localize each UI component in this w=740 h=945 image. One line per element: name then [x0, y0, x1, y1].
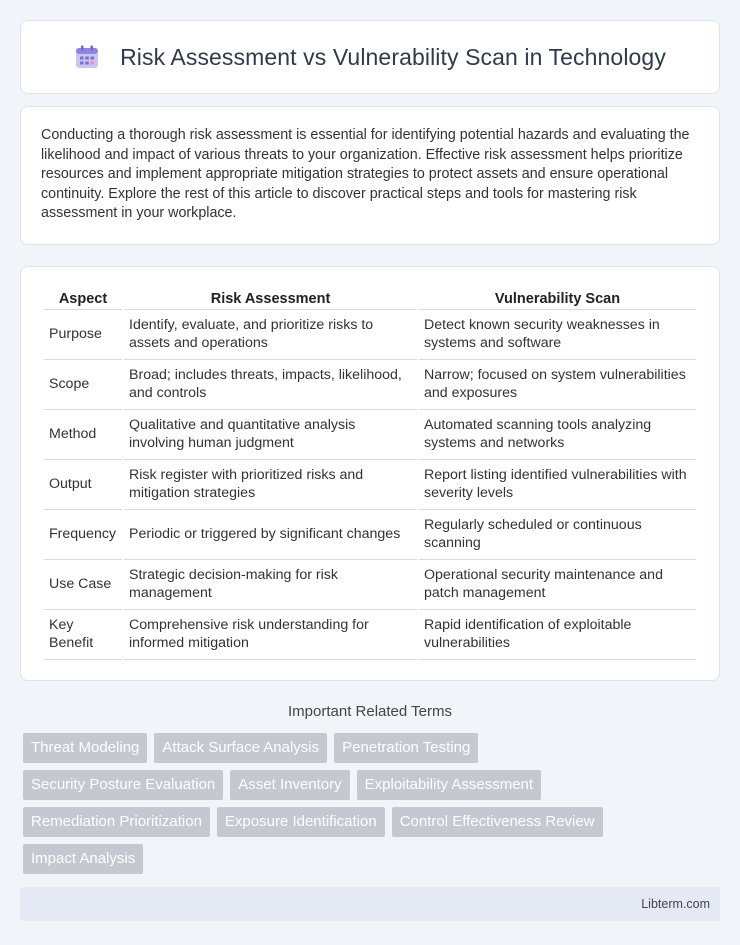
cell-aspect: Key Benefit	[44, 610, 122, 660]
title-card	[20, 20, 720, 94]
intro-card	[20, 106, 720, 245]
table-row	[44, 310, 696, 360]
cell-risk-assessment: Strategic decision-making for risk management	[124, 560, 417, 610]
related-term-tag[interactable]: Exploitability Assessment	[357, 770, 541, 800]
table-header-row	[44, 289, 696, 310]
related-terms-heading: Important Related Terms	[288, 702, 452, 720]
related-term-tag[interactable]: Remediation Prioritization	[23, 807, 210, 837]
related-term-tag[interactable]: Penetration Testing	[334, 733, 478, 763]
cell-aspect: Use Case	[44, 560, 122, 610]
related-term-tag[interactable]: Threat Modeling	[23, 733, 147, 763]
cell-risk-assessment: Qualitative and quantitative analysis involving human judgment	[124, 410, 417, 460]
cell-vulnerability-scan: Regularly scheduled or continuous scanning	[419, 510, 696, 560]
cell-risk-assessment: Identify, evaluate, and prioritize risks to assets and operations	[124, 310, 417, 360]
cell-risk-assessment: Comprehensive risk understanding for informed mitigation	[124, 610, 417, 660]
table-row	[44, 360, 696, 410]
table-row	[44, 460, 696, 510]
comparison-table-card	[20, 266, 720, 681]
cell-vulnerability-scan: Operational security maintenance and patch management	[419, 560, 696, 610]
header-aspect: Aspect	[44, 289, 122, 310]
header-risk-assessment: Risk Assessment	[124, 289, 417, 310]
cell-vulnerability-scan: Automated scanning tools analyzing systems and networks	[419, 410, 696, 460]
cell-aspect: Frequency	[44, 510, 122, 560]
cell-vulnerability-scan: Report listing identified vulnerabilities with severity levels	[419, 460, 696, 510]
related-term-tag[interactable]: Impact Analysis	[23, 844, 143, 874]
related-term-tag[interactable]: Security Posture Evaluation	[23, 770, 223, 800]
cell-vulnerability-scan: Detect known security weaknesses in systems and software	[419, 310, 696, 360]
footer	[20, 887, 720, 921]
cell-aspect: Method	[44, 410, 122, 460]
cell-risk-assessment: Risk register with prioritized risks and mitigation strategies	[124, 460, 417, 510]
cell-aspect: Output	[44, 460, 122, 510]
cell-risk-assessment: Periodic or triggered by significant changes	[124, 510, 417, 560]
page-title: Risk Assessment vs Vulnerability Scan in Technology	[120, 43, 666, 70]
cell-vulnerability-scan: Narrow; focused on system vulnerabilities and exposures	[419, 360, 696, 410]
related-term-tag[interactable]: Control Effectiveness Review	[392, 807, 603, 837]
intro-paragraph: Conducting a thorough risk assessment is essential for identifying potential hazards and evaluating the likelihood and impact of various threats to your organization. Effective risk assessment helps prioritize resources and implement appropriate mitigation strategies to protect assets and ensure operational continuity. Explore the rest of this article to discover practical steps and tools for mastering risk assessment in your workplace.	[41, 127, 690, 221]
footer-site-link[interactable]: Libterm.com	[641, 896, 710, 911]
cell-aspect: Purpose	[44, 310, 122, 360]
cell-risk-assessment: Broad; includes threats, impacts, likelihood, and controls	[124, 360, 417, 410]
related-term-tag[interactable]: Asset Inventory	[230, 770, 349, 800]
table-row	[44, 410, 696, 460]
table-row	[44, 510, 696, 560]
calendar-grid-icon	[74, 44, 100, 70]
related-term-tag[interactable]: Attack Surface Analysis	[154, 733, 327, 763]
related-terms-list	[20, 733, 660, 874]
cell-aspect: Scope	[44, 360, 122, 410]
header-vulnerability-scan: Vulnerability Scan	[419, 289, 696, 310]
related-term-tag[interactable]: Exposure Identification	[217, 807, 385, 837]
comparison-table	[42, 289, 698, 660]
table-row	[44, 560, 696, 610]
table-row	[44, 610, 696, 660]
cell-vulnerability-scan: Rapid identification of exploitable vulnerabilities	[419, 610, 696, 660]
